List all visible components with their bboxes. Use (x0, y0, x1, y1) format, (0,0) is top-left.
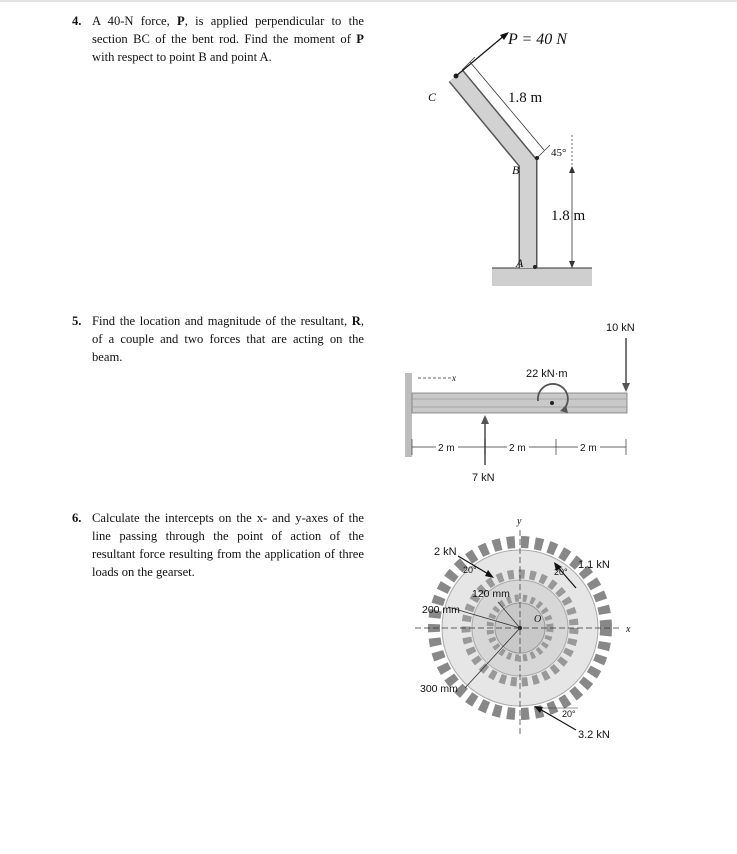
problem-text: Calculate the intercepts on the x- and y-axes of the line passing through the point of action of the resultant force resulting from the application of three loads on the gearset. (92, 511, 364, 579)
problem-4 (72, 12, 364, 66)
axis-x-label: x (452, 373, 456, 383)
dim-1-label: 2 m (438, 443, 455, 454)
problem-5 (72, 312, 364, 366)
couple-label: 22 kN·m (526, 368, 568, 380)
beam (412, 393, 627, 413)
force-right-label: 1.1 kN (578, 559, 610, 571)
bent-rod-figure (420, 20, 620, 295)
angle-right-label: 20° (554, 567, 568, 577)
problem-text: Find the location and magnitude of the resultant, R, of a couple and two forces that are acting on the beam. (92, 314, 364, 364)
angle-left-label: 20° (463, 565, 477, 575)
point-c-label: C (428, 90, 437, 104)
angle-bottom-label: 20° (562, 709, 576, 719)
axis-y-label: y (517, 516, 522, 527)
angle-label: 45° (551, 147, 567, 159)
force-bottom-label: 3.2 kN (578, 729, 610, 741)
gearset-figure (410, 510, 650, 745)
dim-3-label: 2 m (580, 443, 597, 454)
length-upper-label: 1.8 m (508, 90, 543, 106)
origin-label: O (534, 614, 542, 625)
r-mid-label: 200 mm (422, 604, 460, 616)
force-bottom-label: 7 kN (472, 472, 495, 484)
problem-number: 5. (72, 314, 82, 328)
dim-2-label: 2 m (509, 443, 526, 454)
length-lower-label: 1.8 m (551, 208, 586, 224)
force-left-label: 2 kN (434, 546, 457, 558)
force-p-arrow (456, 35, 505, 76)
problem-text: A 40-N force, P, is applied perpendicular to the section BC of the bent rod. Find the moment of P with respect to point B and point A. (92, 14, 364, 64)
page-top-border (0, 0, 737, 2)
force-right-label: 10 kN (606, 322, 635, 334)
axis-x-label: x (626, 624, 631, 635)
ground-support (492, 268, 592, 286)
beam-figure (400, 315, 645, 495)
problem-number: 4. (72, 14, 82, 28)
point-a-label: A (516, 256, 524, 270)
r-outer-label: 300 mm (420, 683, 458, 695)
wall-support (405, 373, 412, 457)
r-inner-label: 120 mm (472, 588, 510, 600)
problem-number: 6. (72, 511, 82, 525)
problem-6 (72, 509, 364, 581)
force-p-label: P = 40 N (508, 31, 567, 48)
point-b-label: B (512, 163, 520, 177)
